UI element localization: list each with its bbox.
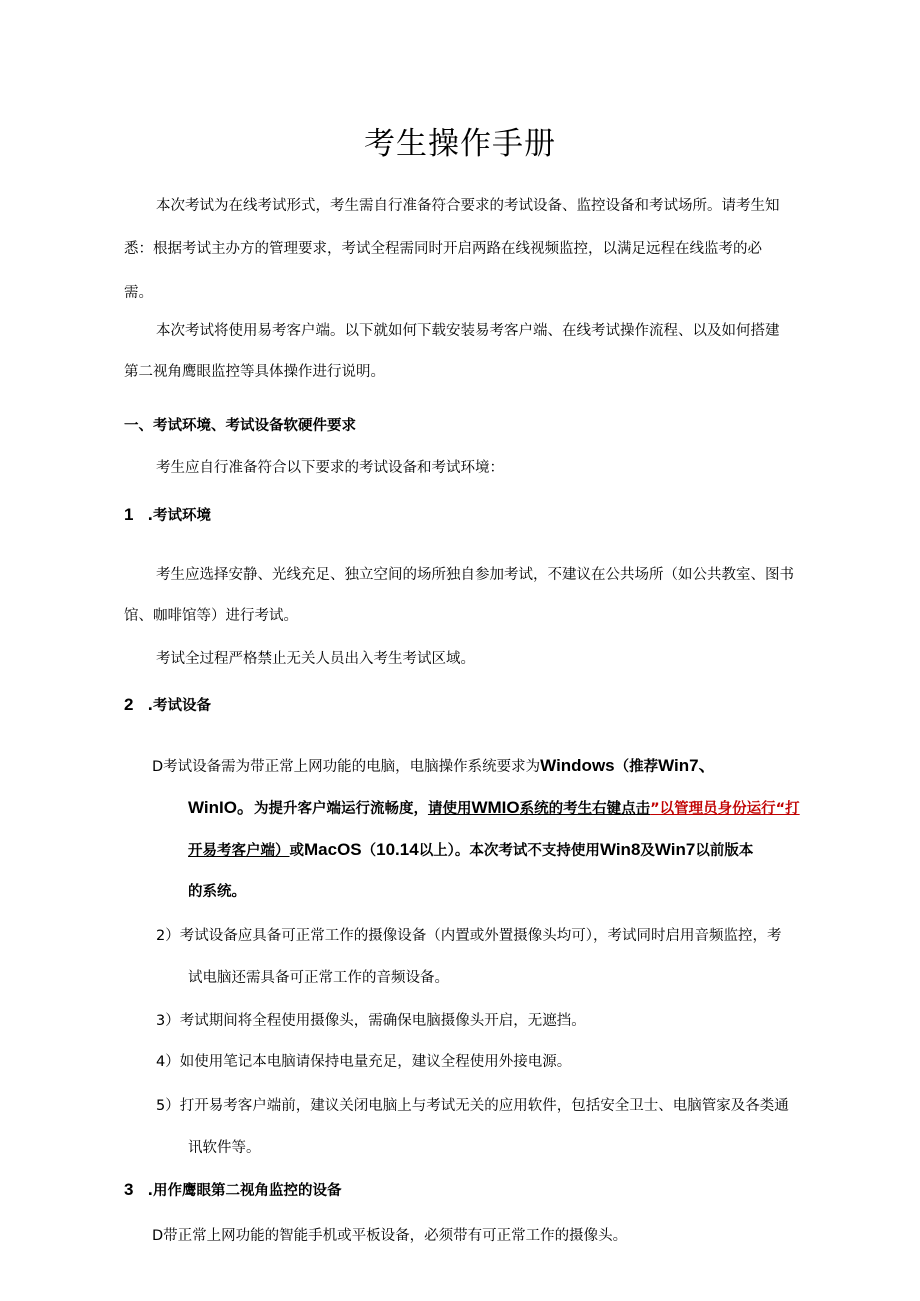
intro-p1-line1: 本次考试为在线考试形式，考生需自行准备符合要求的考试设备、监控设备和考试场所。请考生知 xyxy=(156,198,780,214)
item1-text-t: 以前版本 xyxy=(695,843,754,859)
sub2-item1-line2 xyxy=(188,798,800,819)
sub2-item2-line1: 2）考试设备应具备可正常工作的摄像设备（内置或外置摄像头均可），考试同时启用音频监控，考 xyxy=(156,928,782,944)
item1-text-f: 为提升客户端运行流畅度， xyxy=(253,801,428,817)
item1-text-k: 开易考客户端） xyxy=(188,843,290,859)
sub1-heading xyxy=(124,505,211,526)
item1-text-c: （推荐 xyxy=(614,759,659,775)
sub3-number: 3 xyxy=(124,1180,134,1199)
sub1-p1-line2: 馆、咖啡馆等）进行考试。 xyxy=(124,608,298,624)
sub3-label: .用作鹰眼第二视角监控的设备 xyxy=(147,1183,342,1199)
item1-text-r: 及 xyxy=(640,843,655,859)
section1-lead: 考生应自行准备符合以下要求的考试设备和考试环境： xyxy=(156,460,504,476)
sub1-number: 1 xyxy=(124,505,134,524)
sub1-p2: 考试全过程严格禁止无关人员出入考生考试区域。 xyxy=(156,651,475,667)
sub2-item3: 3）考试期间将全程使用摄像头，需确保电脑摄像头开启，无遮挡。 xyxy=(156,1013,586,1029)
sub2-item5-line1: 5）打开易考客户端前，建议关闭电脑上与考试无关的应用软件，包括安全卫士、电脑管家及各类通 xyxy=(156,1098,789,1114)
item1-text-g: 请使用 xyxy=(427,801,472,817)
sub2-item1-line3 xyxy=(188,840,753,861)
item1-text-a: D考试设备需为带正常上网功能的电脑，电脑操作系统要求为 xyxy=(152,759,541,775)
sub2-item1-line4: 的系统。 xyxy=(188,884,246,900)
item1-text-macos: MacOS xyxy=(304,840,362,859)
sub2-item4: 4）如使用笔记本电脑请保持电量充足，建议全程使用外接电源。 xyxy=(156,1054,572,1070)
item1-text-p: 以上）。本次考试不支持使用 xyxy=(418,843,600,859)
item1-text-windows: Windows xyxy=(540,756,615,775)
sub2-item2-line2: 试电脑还需具备可正常工作的音频设备。 xyxy=(188,970,449,986)
item1-text-win8: Win8 xyxy=(599,840,641,859)
section1-heading: 一、考试环境、考试设备软硬件要求 xyxy=(124,418,356,434)
sub2-number: 2 xyxy=(124,695,134,714)
intro-p2-line2: 第二视角鹰眼监控等具体操作进行说明。 xyxy=(124,364,385,380)
item1-text-run-as-admin: ”以管理员身份运行“打 xyxy=(650,801,800,817)
item1-text-win7: Win7、 xyxy=(658,756,716,775)
intro-p1-line2: 悉：根据考试主办方的管理要求，考试全程需同时开启两路在线视频监控，以满足远程在线监考的必 xyxy=(124,241,762,257)
intro-p2-line1: 本次考试将使用易考客户端。以下就如何下载安装易考客户端、在线考试操作流程、以及如何搭建 xyxy=(156,323,780,339)
item1-text-win7b: Win7 xyxy=(654,840,696,859)
sub2-item1-line1 xyxy=(152,756,716,777)
page-title: 考生操作手册 xyxy=(364,126,556,162)
sub2-label: .考试设备 xyxy=(147,698,211,714)
item1-text-n: （ xyxy=(361,843,377,859)
item1-text-i: 系统的考生右键点击 xyxy=(519,801,651,817)
item1-text-version: 10.14 xyxy=(376,840,419,859)
item1-text-l: 或 xyxy=(289,843,304,859)
sub2-item5-line2: 讯软件等。 xyxy=(188,1140,261,1156)
item1-text-wmio: WMIO xyxy=(471,798,520,817)
sub1-label: .考试环境 xyxy=(147,508,211,524)
item1-text-winio: WinIO。 xyxy=(188,798,254,817)
sub3-heading xyxy=(124,1180,341,1201)
sub2-heading xyxy=(124,695,211,716)
sub1-p1-line1: 考生应选择安静、光线充足、独立空间的场所独自参加考试，不建议在公共场所（如公共教室、图书 xyxy=(156,567,794,583)
sub3-item1: D带正常上网功能的智能手机或平板设备，必须带有可正常工作的摄像头。 xyxy=(152,1228,628,1244)
intro-p1-line3: 需。 xyxy=(124,285,153,301)
